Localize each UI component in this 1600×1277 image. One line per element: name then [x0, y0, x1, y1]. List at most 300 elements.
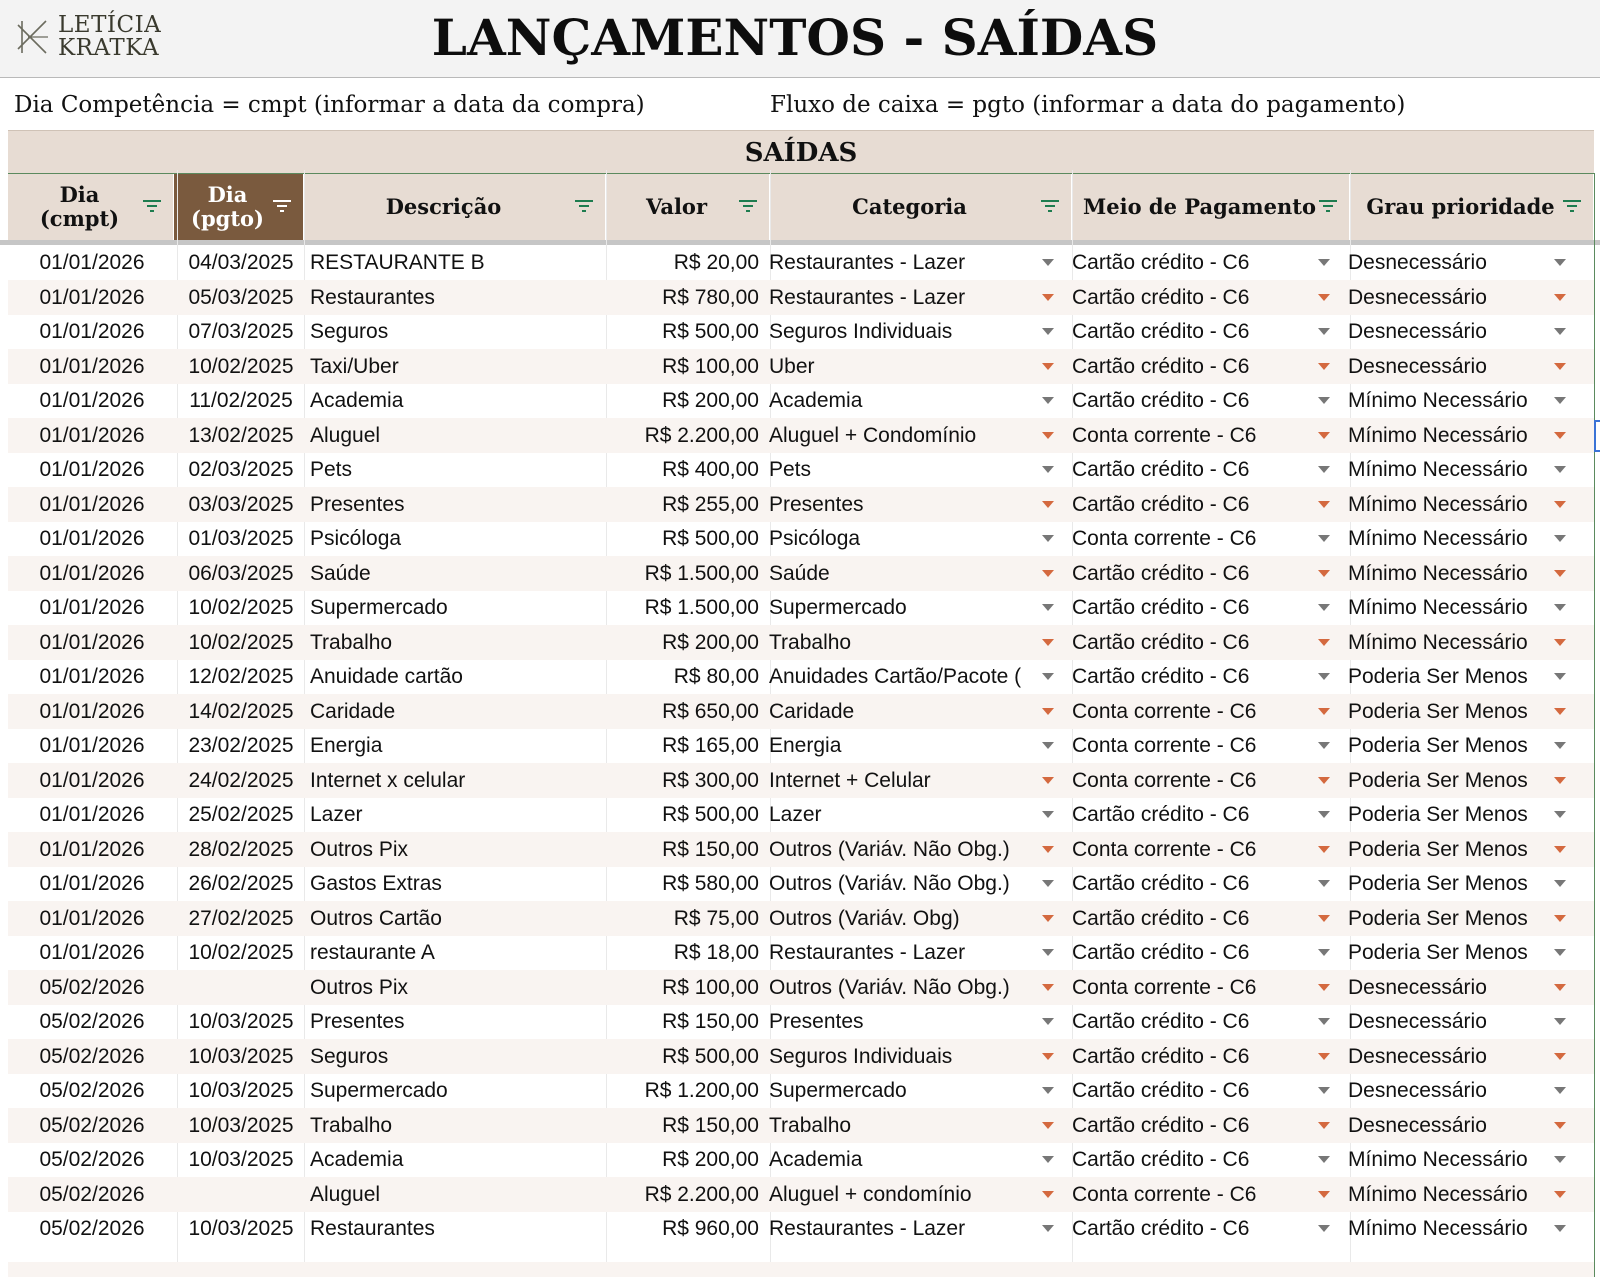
cell-descricao[interactable]: Aluguel: [310, 423, 381, 447]
header-grau-prioridade[interactable]: [1350, 174, 1594, 240]
dropdown-arrow-icon[interactable]: [1042, 1018, 1054, 1025]
cell-valor[interactable]: R$ 165,00: [662, 734, 759, 757]
cell-descricao[interactable]: Internet x celular: [310, 768, 466, 792]
cell-valor[interactable]: R$ 20,00: [673, 251, 759, 274]
cell-dia-pgto[interactable]: 10/02/2025: [188, 941, 294, 964]
dropdown-arrow-icon[interactable]: [1318, 535, 1330, 542]
cell-meio-pagamento[interactable]: Cartão crédito - C6: [1072, 458, 1250, 481]
dropdown-arrow-icon[interactable]: [1042, 604, 1054, 611]
cell-dia-cmpt[interactable]: 05/02/2026: [39, 975, 145, 999]
dropdown-arrow-icon[interactable]: [1042, 432, 1054, 439]
cell-dia-cmpt[interactable]: 01/01/2026: [39, 354, 145, 378]
cell-dia-pgto[interactable]: 01/03/2025: [188, 527, 294, 550]
cell-valor[interactable]: R$ 100,00: [662, 354, 759, 378]
dropdown-arrow-icon[interactable]: [1042, 259, 1054, 266]
cell-grau-prioridade[interactable]: Mínimo Necessário: [1348, 423, 1528, 447]
cell-valor[interactable]: R$ 2.200,00: [644, 423, 759, 447]
cell-categoria[interactable]: Supermercado: [769, 1079, 907, 1102]
dropdown-arrow-icon[interactable]: [1318, 984, 1330, 991]
dropdown-arrow-icon[interactable]: [1318, 1156, 1330, 1163]
cell-dia-cmpt[interactable]: 05/02/2026: [39, 1010, 145, 1033]
dropdown-arrow-icon[interactable]: [1318, 949, 1330, 956]
cell-grau-prioridade[interactable]: Poderia Ser Menos: [1348, 941, 1528, 964]
dropdown-arrow-icon[interactable]: [1554, 1156, 1566, 1163]
cell-categoria[interactable]: Restaurantes - Lazer: [769, 1217, 966, 1240]
cell-dia-cmpt[interactable]: 01/01/2026: [39, 596, 145, 619]
cell-dia-pgto[interactable]: 27/02/2025: [188, 906, 294, 930]
cell-categoria[interactable]: Restaurantes - Lazer: [769, 941, 966, 964]
cell-descricao[interactable]: Energia: [310, 734, 383, 757]
dropdown-arrow-icon[interactable]: [1042, 363, 1054, 370]
filter-icon[interactable]: [573, 198, 595, 214]
cell-grau-prioridade[interactable]: Desnecessário: [1348, 1010, 1487, 1033]
cell-categoria[interactable]: Caridade: [769, 699, 855, 723]
cell-dia-cmpt[interactable]: 01/01/2026: [39, 872, 145, 895]
dropdown-arrow-icon[interactable]: [1554, 949, 1566, 956]
cell-valor[interactable]: R$ 200,00: [662, 389, 759, 412]
dropdown-arrow-icon[interactable]: [1554, 294, 1566, 301]
dropdown-arrow-icon[interactable]: [1318, 363, 1330, 370]
cell-dia-cmpt[interactable]: 05/02/2026: [39, 1079, 145, 1102]
dropdown-arrow-icon[interactable]: [1318, 604, 1330, 611]
cell-categoria[interactable]: Trabalho: [769, 630, 852, 654]
dropdown-arrow-icon[interactable]: [1554, 397, 1566, 404]
dropdown-arrow-icon[interactable]: [1318, 777, 1330, 784]
cell-dia-pgto[interactable]: 23/02/2025: [188, 734, 294, 757]
cell-meio-pagamento[interactable]: Cartão crédito - C6: [1072, 1217, 1250, 1240]
cell-meio-pagamento[interactable]: Cartão crédito - C6: [1072, 354, 1250, 378]
cell-categoria[interactable]: Uber: [769, 354, 815, 378]
cell-valor[interactable]: R$ 80,00: [673, 665, 759, 688]
cell-grau-prioridade[interactable]: Desnecessário: [1348, 1044, 1487, 1068]
cell-dia-cmpt[interactable]: 05/02/2026: [39, 1044, 145, 1068]
cell-valor[interactable]: R$ 100,00: [662, 975, 759, 999]
cell-meio-pagamento[interactable]: Conta corrente - C6: [1072, 734, 1257, 757]
cell-meio-pagamento[interactable]: Conta corrente - C6: [1072, 768, 1257, 792]
cell-meio-pagamento[interactable]: Cartão crédito - C6: [1072, 1148, 1250, 1171]
cell-valor[interactable]: R$ 150,00: [662, 1113, 759, 1137]
cell-valor[interactable]: R$ 500,00: [662, 803, 759, 826]
cell-categoria[interactable]: Pets: [769, 458, 812, 481]
cell-dia-cmpt[interactable]: 01/01/2026: [39, 458, 145, 481]
cell-valor[interactable]: R$ 255,00: [662, 492, 759, 516]
cell-valor[interactable]: R$ 75,00: [673, 906, 759, 930]
dropdown-arrow-icon[interactable]: [1554, 1018, 1566, 1025]
dropdown-arrow-icon[interactable]: [1318, 915, 1330, 922]
cell-dia-cmpt[interactable]: 01/01/2026: [39, 837, 145, 861]
cell-dia-cmpt[interactable]: 01/01/2026: [39, 803, 145, 826]
cell-dia-pgto[interactable]: 13/02/2025: [188, 423, 294, 447]
cell-dia-cmpt[interactable]: 01/01/2026: [39, 423, 145, 447]
cell-valor[interactable]: R$ 1.500,00: [644, 561, 759, 585]
cell-categoria[interactable]: Supermercado: [769, 596, 907, 619]
cell-grau-prioridade[interactable]: Desnecessário: [1348, 251, 1487, 274]
cell-dia-pgto[interactable]: 07/03/2025: [188, 320, 294, 343]
header-dia-pgto[interactable]: [174, 174, 304, 240]
dropdown-arrow-icon[interactable]: [1318, 708, 1330, 715]
cell-dia-cmpt[interactable]: 05/02/2026: [39, 1182, 145, 1206]
dropdown-arrow-icon[interactable]: [1554, 1053, 1566, 1060]
cell-grau-prioridade[interactable]: Mínimo Necessário: [1348, 458, 1528, 481]
cell-valor[interactable]: R$ 500,00: [662, 527, 759, 550]
cell-descricao[interactable]: Presentes: [310, 492, 405, 516]
cell-dia-pgto[interactable]: 10/02/2025: [188, 630, 294, 654]
dropdown-arrow-icon[interactable]: [1554, 846, 1566, 853]
cell-descricao[interactable]: Restaurantes: [310, 1217, 435, 1240]
dropdown-arrow-icon[interactable]: [1318, 1122, 1330, 1129]
cell-dia-pgto[interactable]: 25/02/2025: [188, 803, 294, 826]
cell-dia-pgto[interactable]: 06/03/2025: [188, 561, 294, 585]
cell-categoria[interactable]: Outros (Variáv. Não Obg.): [769, 872, 1010, 895]
dropdown-arrow-icon[interactable]: [1554, 363, 1566, 370]
cell-dia-pgto[interactable]: 24/02/2025: [188, 768, 294, 792]
cell-meio-pagamento[interactable]: Cartão crédito - C6: [1072, 1044, 1250, 1068]
dropdown-arrow-icon[interactable]: [1318, 811, 1330, 818]
cell-descricao[interactable]: Academia: [310, 1148, 404, 1171]
cell-valor[interactable]: R$ 200,00: [662, 630, 759, 654]
dropdown-arrow-icon[interactable]: [1042, 742, 1054, 749]
cell-grau-prioridade[interactable]: Poderia Ser Menos: [1348, 837, 1528, 861]
cell-categoria[interactable]: Internet + Celular: [769, 768, 931, 792]
cell-descricao[interactable]: Anuidade cartão: [310, 665, 463, 688]
note-competencia[interactable]: Dia Competência = cmpt (informar a data da compra): [14, 92, 645, 118]
dropdown-arrow-icon[interactable]: [1554, 708, 1566, 715]
cell-descricao[interactable]: Outros Cartão: [310, 906, 442, 930]
cell-descricao[interactable]: Taxi/Uber: [310, 354, 399, 378]
cell-grau-prioridade[interactable]: Mínimo Necessário: [1348, 596, 1528, 619]
cell-dia-cmpt[interactable]: 01/01/2026: [39, 665, 145, 688]
cell-grau-prioridade[interactable]: Poderia Ser Menos: [1348, 803, 1528, 826]
filter-icon[interactable]: [1561, 198, 1583, 214]
cell-categoria[interactable]: Saúde: [769, 561, 830, 585]
cell-categoria[interactable]: Restaurantes - Lazer: [769, 251, 966, 274]
cell-grau-prioridade[interactable]: Poderia Ser Menos: [1348, 768, 1528, 792]
dropdown-arrow-icon[interactable]: [1554, 811, 1566, 818]
cell-descricao[interactable]: Supermercado: [310, 1079, 448, 1102]
cell-meio-pagamento[interactable]: Cartão crédito - C6: [1072, 596, 1250, 619]
cell-categoria[interactable]: Outros (Variáv. Não Obg.): [769, 975, 1010, 999]
cell-dia-cmpt[interactable]: 01/01/2026: [39, 389, 145, 412]
cell-valor[interactable]: R$ 500,00: [662, 1044, 759, 1068]
cell-dia-pgto[interactable]: 10/03/2025: [188, 1044, 294, 1068]
cell-dia-pgto[interactable]: 10/03/2025: [188, 1010, 294, 1033]
dropdown-arrow-icon[interactable]: [1554, 984, 1566, 991]
dropdown-arrow-icon[interactable]: [1042, 466, 1054, 473]
cell-meio-pagamento[interactable]: Cartão crédito - C6: [1072, 941, 1250, 964]
cell-categoria[interactable]: Aluguel + Condomínio: [769, 423, 977, 447]
dropdown-arrow-icon[interactable]: [1318, 294, 1330, 301]
dropdown-arrow-icon[interactable]: [1042, 846, 1054, 853]
header-meio-pagamento[interactable]: [1072, 174, 1350, 240]
cell-dia-pgto[interactable]: 10/03/2025: [188, 1079, 294, 1102]
cell-grau-prioridade[interactable]: Mínimo Necessário: [1348, 492, 1528, 516]
cell-descricao[interactable]: Supermercado: [310, 596, 448, 619]
cell-valor[interactable]: R$ 200,00: [662, 1148, 759, 1171]
dropdown-arrow-icon[interactable]: [1318, 501, 1330, 508]
filter-icon[interactable]: [1317, 198, 1339, 214]
cell-dia-cmpt[interactable]: 01/01/2026: [39, 285, 145, 309]
cell-dia-cmpt[interactable]: 01/01/2026: [39, 527, 145, 550]
dropdown-arrow-icon[interactable]: [1318, 432, 1330, 439]
cell-valor[interactable]: R$ 2.200,00: [644, 1182, 759, 1206]
dropdown-arrow-icon[interactable]: [1554, 466, 1566, 473]
dropdown-arrow-icon[interactable]: [1042, 673, 1054, 680]
cell-meio-pagamento[interactable]: Cartão crédito - C6: [1072, 872, 1250, 895]
dropdown-arrow-icon[interactable]: [1554, 535, 1566, 542]
cell-descricao[interactable]: Seguros: [310, 320, 389, 343]
dropdown-arrow-icon[interactable]: [1318, 1191, 1330, 1198]
cell-categoria[interactable]: Anuidades Cartão/Pacote (: [769, 665, 1022, 688]
cell-dia-cmpt[interactable]: 01/01/2026: [39, 251, 145, 274]
cell-grau-prioridade[interactable]: Poderia Ser Menos: [1348, 872, 1528, 895]
cell-categoria[interactable]: Outros (Variáv. Não Obg.): [769, 837, 1010, 861]
cell-descricao[interactable]: Gastos Extras: [310, 872, 442, 895]
dropdown-arrow-icon[interactable]: [1042, 949, 1054, 956]
cell-descricao[interactable]: Pets: [310, 458, 353, 481]
dropdown-arrow-icon[interactable]: [1042, 639, 1054, 646]
filter-icon[interactable]: [271, 198, 293, 214]
cell-valor[interactable]: R$ 150,00: [662, 837, 759, 861]
dropdown-arrow-icon[interactable]: [1318, 673, 1330, 680]
dropdown-arrow-icon[interactable]: [1042, 1122, 1054, 1129]
dropdown-arrow-icon[interactable]: [1042, 570, 1054, 577]
cell-meio-pagamento[interactable]: Conta corrente - C6: [1072, 1182, 1257, 1206]
cell-categoria[interactable]: Outros (Variáv. Obg): [769, 906, 960, 930]
dropdown-arrow-icon[interactable]: [1318, 328, 1330, 335]
cell-grau-prioridade[interactable]: Poderia Ser Menos: [1348, 906, 1528, 930]
cell-meio-pagamento[interactable]: Cartão crédito - C6: [1072, 906, 1250, 930]
dropdown-arrow-icon[interactable]: [1554, 1087, 1566, 1094]
cell-meio-pagamento[interactable]: Cartão crédito - C6: [1072, 561, 1250, 585]
cell-valor[interactable]: R$ 150,00: [662, 1010, 759, 1033]
cell-dia-pgto[interactable]: 26/02/2025: [188, 872, 294, 895]
dropdown-arrow-icon[interactable]: [1042, 1225, 1054, 1232]
cell-dia-pgto[interactable]: [178, 1177, 304, 1212]
dropdown-arrow-icon[interactable]: [1554, 604, 1566, 611]
cell-dia-pgto[interactable]: 02/03/2025: [188, 458, 294, 481]
note-fluxo-caixa[interactable]: Fluxo de caixa = pgto (informar a data do pagamento): [770, 92, 1406, 118]
cell-grau-prioridade[interactable]: Mínimo Necessário: [1348, 630, 1528, 654]
dropdown-arrow-icon[interactable]: [1042, 880, 1054, 887]
dropdown-arrow-icon[interactable]: [1554, 742, 1566, 749]
dropdown-arrow-icon[interactable]: [1318, 1018, 1330, 1025]
dropdown-arrow-icon[interactable]: [1042, 1156, 1054, 1163]
cell-meio-pagamento[interactable]: Cartão crédito - C6: [1072, 665, 1250, 688]
dropdown-arrow-icon[interactable]: [1554, 639, 1566, 646]
dropdown-arrow-icon[interactable]: [1042, 397, 1054, 404]
cell-dia-cmpt[interactable]: 01/01/2026: [39, 941, 145, 964]
cell-grau-prioridade[interactable]: Poderia Ser Menos: [1348, 734, 1528, 757]
cell-grau-prioridade[interactable]: Mínimo Necessário: [1348, 1182, 1528, 1206]
cell-descricao[interactable]: Restaurantes: [310, 285, 435, 309]
cell-dia-cmpt[interactable]: 01/01/2026: [39, 906, 145, 930]
cell-dia-pgto[interactable]: [178, 970, 304, 1005]
dropdown-arrow-icon[interactable]: [1042, 777, 1054, 784]
dropdown-arrow-icon[interactable]: [1554, 915, 1566, 922]
cell-dia-cmpt[interactable]: 01/01/2026: [39, 492, 145, 516]
cell-meio-pagamento[interactable]: Cartão crédito - C6: [1072, 1113, 1250, 1137]
cell-dia-pgto[interactable]: 05/03/2025: [188, 285, 294, 309]
cell-descricao[interactable]: Trabalho: [310, 630, 393, 654]
cell-descricao[interactable]: Presentes: [310, 1010, 405, 1033]
cell-valor[interactable]: R$ 580,00: [662, 872, 759, 895]
header-categoria[interactable]: [770, 174, 1072, 240]
cell-dia-cmpt[interactable]: 05/02/2026: [39, 1217, 145, 1240]
cell-descricao[interactable]: Seguros: [310, 1044, 389, 1068]
cell-dia-pgto[interactable]: 10/03/2025: [188, 1113, 294, 1137]
cell-meio-pagamento[interactable]: Conta corrente - C6: [1072, 423, 1257, 447]
cell-descricao[interactable]: Saúde: [310, 561, 371, 585]
cell-grau-prioridade[interactable]: Poderia Ser Menos: [1348, 665, 1528, 688]
dropdown-arrow-icon[interactable]: [1318, 742, 1330, 749]
cell-dia-pgto[interactable]: 11/02/2025: [189, 389, 293, 412]
dropdown-arrow-icon[interactable]: [1042, 708, 1054, 715]
dropdown-arrow-icon[interactable]: [1042, 1053, 1054, 1060]
cell-meio-pagamento[interactable]: Cartão crédito - C6: [1072, 492, 1250, 516]
cell-dia-cmpt[interactable]: 01/01/2026: [39, 768, 145, 792]
cell-meio-pagamento[interactable]: Cartão crédito - C6: [1072, 285, 1250, 309]
cell-categoria[interactable]: Seguros Individuais: [769, 320, 953, 343]
header-dia-cmpt[interactable]: [8, 174, 174, 240]
cell-meio-pagamento[interactable]: Cartão crédito - C6: [1072, 389, 1250, 412]
cell-descricao[interactable]: Lazer: [310, 803, 363, 826]
dropdown-arrow-icon[interactable]: [1042, 328, 1054, 335]
cell-meio-pagamento[interactable]: Cartão crédito - C6: [1072, 251, 1250, 274]
dropdown-arrow-icon[interactable]: [1318, 259, 1330, 266]
cell-valor[interactable]: R$ 300,00: [662, 768, 759, 792]
dropdown-arrow-icon[interactable]: [1318, 570, 1330, 577]
cell-categoria[interactable]: Seguros Individuais: [769, 1044, 953, 1068]
dropdown-arrow-icon[interactable]: [1042, 1191, 1054, 1198]
dropdown-arrow-icon[interactable]: [1318, 397, 1330, 404]
dropdown-arrow-icon[interactable]: [1554, 328, 1566, 335]
dropdown-arrow-icon[interactable]: [1042, 501, 1054, 508]
dropdown-arrow-icon[interactable]: [1554, 673, 1566, 680]
cell-dia-cmpt[interactable]: 01/01/2026: [39, 320, 145, 343]
dropdown-arrow-icon[interactable]: [1554, 570, 1566, 577]
cell-valor[interactable]: R$ 400,00: [662, 458, 759, 481]
dropdown-arrow-icon[interactable]: [1318, 846, 1330, 853]
dropdown-arrow-icon[interactable]: [1554, 1225, 1566, 1232]
cell-categoria[interactable]: Restaurantes - Lazer: [769, 285, 966, 309]
dropdown-arrow-icon[interactable]: [1042, 1087, 1054, 1094]
cell-descricao[interactable]: Caridade: [310, 699, 396, 723]
cell-grau-prioridade[interactable]: Desnecessário: [1348, 1079, 1487, 1102]
dropdown-arrow-icon[interactable]: [1554, 432, 1566, 439]
cell-categoria[interactable]: Aluguel + condomínio: [769, 1182, 972, 1206]
dropdown-arrow-icon[interactable]: [1042, 984, 1054, 991]
cell-descricao[interactable]: Academia: [310, 389, 404, 412]
dropdown-arrow-icon[interactable]: [1042, 811, 1054, 818]
dropdown-arrow-icon[interactable]: [1554, 501, 1566, 508]
dropdown-arrow-icon[interactable]: [1318, 1225, 1330, 1232]
cell-dia-cmpt[interactable]: 01/01/2026: [39, 734, 145, 757]
cell-dia-pgto[interactable]: 10/03/2025: [188, 1217, 294, 1240]
filter-icon[interactable]: [737, 198, 759, 214]
cell-categoria[interactable]: Academia: [769, 389, 863, 412]
cell-meio-pagamento[interactable]: Conta corrente - C6: [1072, 837, 1257, 861]
dropdown-arrow-icon[interactable]: [1318, 466, 1330, 473]
cell-valor[interactable]: R$ 960,00: [662, 1217, 759, 1240]
dropdown-arrow-icon[interactable]: [1554, 777, 1566, 784]
cell-dia-pgto[interactable]: 12/02/2025: [188, 665, 294, 688]
header-descricao[interactable]: [304, 174, 606, 240]
cell-dia-pgto[interactable]: 03/03/2025: [188, 492, 294, 516]
cell-categoria[interactable]: Presentes: [769, 1010, 864, 1033]
cell-categoria[interactable]: Academia: [769, 1148, 863, 1171]
filter-icon[interactable]: [1039, 198, 1061, 214]
cell-descricao[interactable]: Outros Pix: [310, 837, 409, 861]
cell-meio-pagamento[interactable]: Conta corrente - C6: [1072, 975, 1257, 999]
cell-valor[interactable]: R$ 650,00: [662, 699, 759, 723]
cell-meio-pagamento[interactable]: Conta corrente - C6: [1072, 699, 1257, 723]
cell-meio-pagamento[interactable]: Cartão crédito - C6: [1072, 630, 1250, 654]
cell-grau-prioridade[interactable]: Desnecessário: [1348, 975, 1487, 999]
cell-categoria[interactable]: Presentes: [769, 492, 864, 516]
cell-valor[interactable]: R$ 18,00: [673, 941, 759, 964]
cell-dia-cmpt[interactable]: 05/02/2026: [39, 1113, 145, 1137]
dropdown-arrow-icon[interactable]: [1554, 1122, 1566, 1129]
cell-grau-prioridade[interactable]: Desnecessário: [1348, 354, 1487, 378]
filter-icon[interactable]: [141, 198, 163, 214]
cell-categoria[interactable]: Trabalho: [769, 1113, 852, 1137]
cell-grau-prioridade[interactable]: Mínimo Necessário: [1348, 527, 1528, 550]
cell-grau-prioridade[interactable]: Poderia Ser Menos: [1348, 699, 1528, 723]
cell-dia-pgto[interactable]: 14/02/2025: [188, 699, 294, 723]
cell-meio-pagamento[interactable]: Cartão crédito - C6: [1072, 320, 1250, 343]
cell-meio-pagamento[interactable]: Cartão crédito - C6: [1072, 803, 1250, 826]
dropdown-arrow-icon[interactable]: [1554, 880, 1566, 887]
dropdown-arrow-icon[interactable]: [1042, 535, 1054, 542]
cell-descricao[interactable]: RESTAURANTE B: [310, 251, 485, 274]
dropdown-arrow-icon[interactable]: [1318, 880, 1330, 887]
cell-dia-cmpt[interactable]: 01/01/2026: [39, 699, 145, 723]
cell-categoria[interactable]: Lazer: [769, 803, 822, 826]
dropdown-arrow-icon[interactable]: [1554, 1191, 1566, 1198]
cell-dia-pgto[interactable]: 04/03/2025: [188, 251, 294, 274]
cell-grau-prioridade[interactable]: Mínimo Necessário: [1348, 389, 1528, 412]
cell-grau-prioridade[interactable]: Mínimo Necessário: [1348, 561, 1528, 585]
cell-grau-prioridade[interactable]: Mínimo Necessário: [1348, 1217, 1528, 1240]
cell-grau-prioridade[interactable]: Desnecessário: [1348, 1113, 1487, 1137]
dropdown-arrow-icon[interactable]: [1554, 259, 1566, 266]
dropdown-arrow-icon[interactable]: [1318, 1053, 1330, 1060]
cell-dia-pgto[interactable]: 10/02/2025: [188, 596, 294, 619]
cell-dia-cmpt[interactable]: 05/02/2026: [39, 1148, 145, 1171]
cell-categoria[interactable]: Psicóloga: [769, 527, 861, 550]
cell-grau-prioridade[interactable]: Desnecessário: [1348, 320, 1487, 343]
cell-dia-cmpt[interactable]: 01/01/2026: [39, 561, 145, 585]
cell-categoria[interactable]: Energia: [769, 734, 842, 757]
header-valor[interactable]: [606, 174, 770, 240]
cell-meio-pagamento[interactable]: Cartão crédito - C6: [1072, 1079, 1250, 1102]
cell-valor[interactable]: R$ 500,00: [662, 320, 759, 343]
dropdown-arrow-icon[interactable]: [1318, 1087, 1330, 1094]
cell-valor[interactable]: R$ 1.500,00: [644, 596, 759, 619]
cell-meio-pagamento[interactable]: Conta corrente - C6: [1072, 527, 1257, 550]
cell-grau-prioridade[interactable]: Mínimo Necessário: [1348, 1148, 1528, 1171]
dropdown-arrow-icon[interactable]: [1318, 639, 1330, 646]
cell-dia-pgto[interactable]: 10/03/2025: [188, 1148, 294, 1171]
cell-dia-cmpt[interactable]: 01/01/2026: [39, 630, 145, 654]
cell-descricao[interactable]: Trabalho: [310, 1113, 393, 1137]
cell-grau-prioridade[interactable]: Desnecessário: [1348, 285, 1487, 309]
dropdown-arrow-icon[interactable]: [1042, 915, 1054, 922]
cell-dia-pgto[interactable]: 28/02/2025: [188, 837, 294, 861]
cell-descricao[interactable]: Aluguel: [310, 1182, 381, 1206]
cell-descricao[interactable]: Outros Pix: [310, 975, 409, 999]
cell-valor[interactable]: R$ 780,00: [662, 285, 759, 309]
